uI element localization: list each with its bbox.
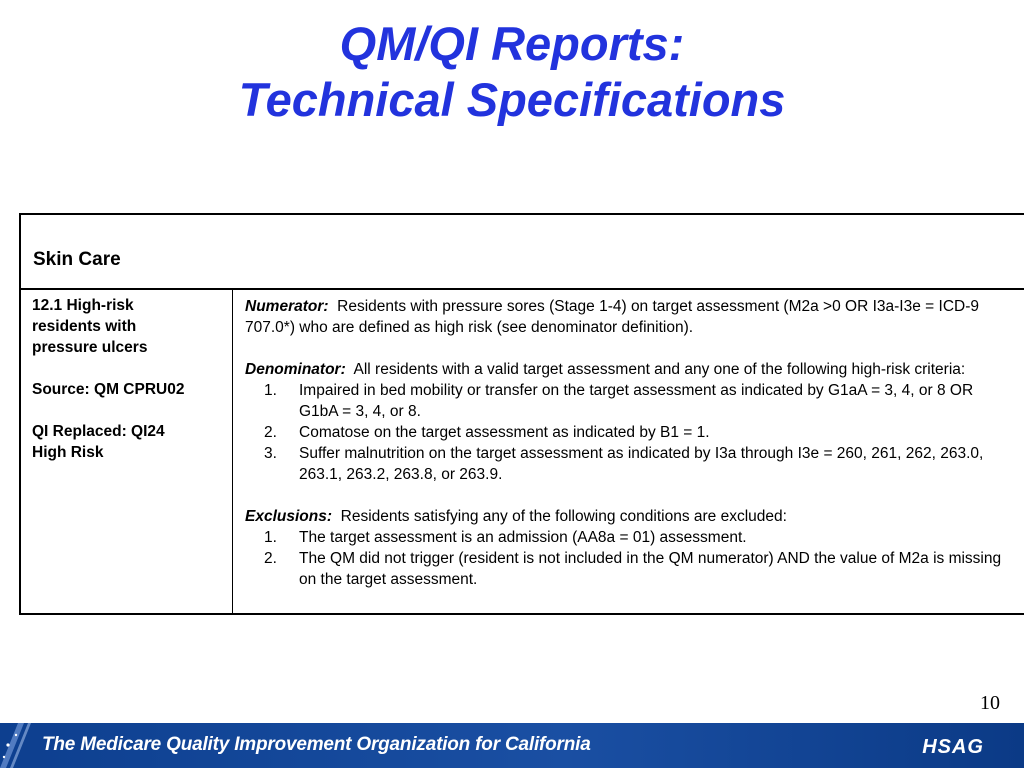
section-title: Skin Care [33, 249, 121, 270]
slide-title [0, 16, 1024, 128]
list-item [245, 443, 1015, 485]
list-item-number: 2. [264, 424, 277, 441]
denominator-label: Denominator: [245, 361, 346, 378]
list-item-number: 1. [264, 529, 277, 546]
page-number: 10 [980, 692, 1000, 714]
denominator-text: All residents with a valid target assessment and any one of the following high-risk criteria: [353, 361, 966, 378]
list-item-text: Impaired in bed mobility or transfer on the target assessment as indicated by G1aA = 3, 4, or 8 OR G1bA = 3, 4, or 8. [299, 382, 974, 420]
list-item-number: 2. [264, 550, 277, 567]
list-item [245, 380, 1015, 422]
list-item-text: Suffer malnutrition on the target assessment as indicated by I3a through I3e = 260, 261, 262, 263.0, 263.1, 263.2, 263.8, or 263.9. [299, 445, 984, 483]
list-item [245, 548, 1015, 590]
measure-definition-cell [245, 296, 1015, 611]
slide-title-line2: Technical Specifications [238, 73, 786, 126]
measure-name-line: pressure ulcers [32, 339, 148, 356]
hsag-logo: HSAG [922, 736, 984, 758]
footer-tagline: The Medicare Quality Improvement Organization for California [42, 734, 591, 755]
column-divider [232, 288, 233, 613]
measure-replaced-line: QI Replaced: QI24 [32, 423, 165, 440]
list-item-text: Comatose on the target assessment as indicated by B1 = 1. [299, 424, 710, 441]
measure-replaced [32, 421, 227, 463]
list-item-text: The QM did not trigger (resident is not included in the QM numerator) AND the value of M2a is missing on the target assessment. [299, 550, 1002, 588]
numerator-label: Numerator: [245, 298, 329, 315]
list-item-number: 3. [264, 445, 277, 462]
measure-name-line: 12.1 High-risk [32, 297, 134, 314]
measure-name [32, 295, 227, 358]
section-header-row [21, 215, 1024, 290]
list-item-text: The target assessment is an admission (AA8a = 01) assessment. [299, 529, 747, 546]
list-item [245, 422, 1015, 443]
list-item-number: 1. [264, 382, 277, 399]
slide-title-line1: QM/QI Reports: [339, 17, 685, 70]
measure-info-cell [32, 295, 227, 484]
list-item [245, 527, 1015, 548]
measure-source: Source: QM CPRU02 [32, 381, 185, 398]
exclusions-list [245, 527, 1015, 590]
denominator-definition [245, 359, 1015, 485]
measure-replaced-line: High Risk [32, 444, 104, 461]
measure-name-line: residents with [32, 318, 137, 335]
footer-banner [0, 723, 1024, 768]
spec-table [19, 213, 1024, 615]
denominator-criteria-list [245, 380, 1015, 485]
numerator-definition [245, 296, 1015, 338]
numerator-text: Residents with pressure sores (Stage 1-4) on target assessment (M2a >0 OR I3a-I3e = ICD-9 707.0*) who are defined as high risk (see denominator definition). [245, 298, 979, 336]
exclusions-label: Exclusions: [245, 508, 332, 525]
exclusions-definition [245, 506, 1015, 590]
exclusions-text: Residents satisfying any of the following conditions are excluded: [340, 508, 787, 525]
